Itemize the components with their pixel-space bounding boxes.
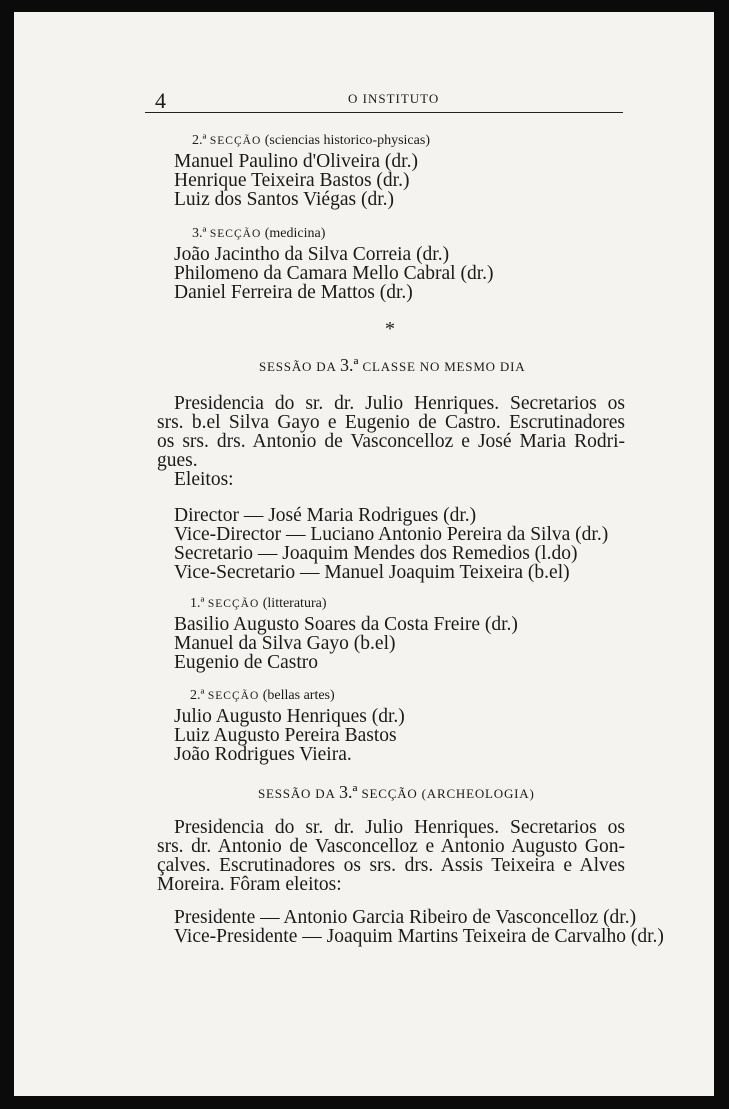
paragraph-line: Presidencia do sr. dr. Julio Henriques. Secretarios os [174, 393, 625, 414]
list-item: Secretario — Joaquim Mendes dos Remedios (l.do) [174, 543, 578, 564]
running-title: O INSTITUTO [348, 91, 440, 106]
page-number: 4 [155, 88, 166, 113]
member-list [174, 615, 554, 675]
paragraph [157, 394, 625, 474]
section-heading: 1.ª SECÇÃO (litteratura) [190, 596, 327, 611]
paragraph-line: srs. dr. Antonio de Vasconcelloz e Antonio Augusto Gon- [157, 836, 625, 857]
paragraph-line: çalves. Escrutinadores os srs. drs. Assis Teixeira e Alves [157, 855, 625, 876]
list-item: Director — José Maria Rodrigues (dr.) [174, 505, 477, 526]
list-item: Julio Augusto Henriques (dr.) [174, 706, 405, 727]
list-item: João Jacintho da Silva Correia (dr.) [174, 244, 450, 265]
list-item: Henrique Teixeira Bastos (dr.) [174, 170, 410, 191]
member-list [174, 245, 504, 305]
list-item: Presidente — Antonio Garcia Ribeiro de Vasconcelloz (dr.) [174, 907, 637, 928]
list-item: Daniel Ferreira de Mattos (dr.) [174, 282, 413, 303]
paragraph-line: gues. [157, 450, 198, 471]
list-item: Manuel da Silva Gayo (b.el) [174, 633, 396, 654]
section-heading: 2.ª SECÇÃO (bellas artes) [190, 688, 335, 703]
list-item: Vice-Presidente — Joaquim Martins Teixeira de Carvalho (dr.) [174, 926, 664, 947]
page [14, 12, 714, 1096]
member-list [174, 707, 474, 767]
asterisk-separator: * [385, 318, 395, 340]
list-item: João Rodrigues Vieira. [174, 744, 352, 765]
session-heading: SESSÃO DA 3.ª SECÇÃO (ARCHEOLOGIA) [258, 782, 535, 802]
header-rule [145, 112, 623, 113]
list-item: Philomeno da Camara Mello Cabral (dr.) [174, 263, 494, 284]
section-heading: 2.ª SECÇÃO (sciencias historico-physicas) [192, 133, 430, 148]
officer-list [174, 907, 664, 948]
list-item: Vice-Secretario — Manuel Joaquim Teixeira (b.el) [174, 562, 570, 583]
officer-list [174, 506, 624, 586]
member-list [174, 152, 474, 212]
list-item: Luiz Augusto Pereira Bastos [174, 725, 397, 746]
list-item: Basilio Augusto Soares da Costa Freire (dr.) [174, 614, 518, 635]
list-item: Eugenio de Castro [174, 652, 319, 673]
session-heading: SESSÃO DA 3.ª CLASSE NO MESMO DIA [259, 355, 526, 375]
list-item: Luiz dos Santos Viégas (dr.) [174, 189, 394, 210]
paragraph-line: Moreira. Fôram eleitos: [157, 874, 342, 895]
paragraph-line: srs. b.el Silva Gayo e Eugenio de Castro. Escrutinadores [157, 412, 625, 433]
list-item: Manuel Paulino d'Oliveira (dr.) [174, 151, 418, 172]
section-heading: 3.ª SECÇÃO (medicina) [192, 226, 326, 241]
paragraph [157, 818, 625, 898]
list-item: Vice-Director — Luciano Antonio Pereira da Silva (dr.) [174, 524, 609, 545]
paragraph-line: Presidencia do sr. dr. Julio Henriques. Secretarios os [174, 817, 625, 838]
eleitos-label: Eleitos: [174, 469, 234, 490]
paragraph-line: os srs. drs. Antonio de Vasconcelloz e José Maria Rodri- [157, 431, 625, 452]
